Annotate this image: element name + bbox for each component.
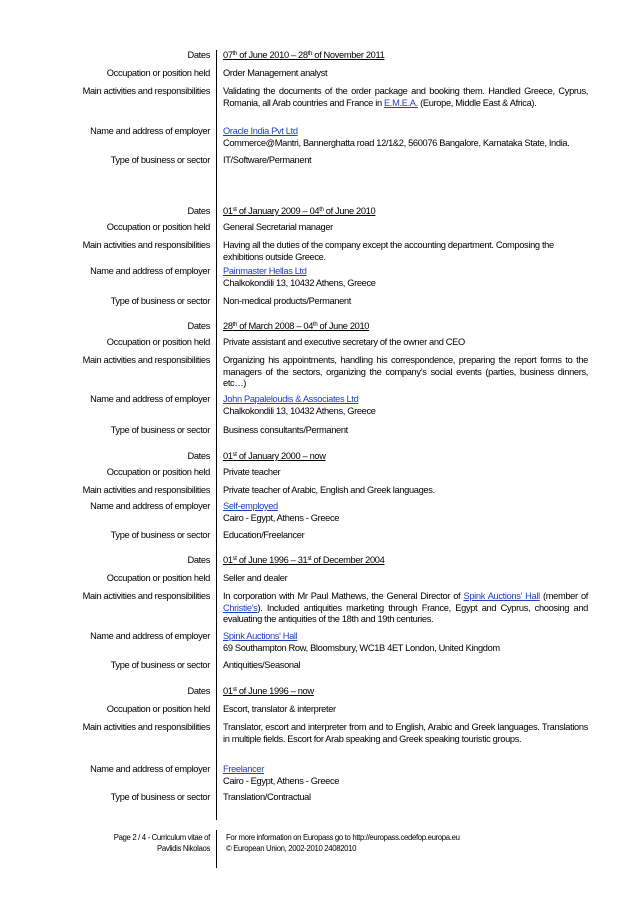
footer-copyright: © European Union, 2002-2010 24082010 — [226, 844, 357, 853]
business-value: Antiquities/Seasonal — [223, 660, 301, 670]
activities-label: Main activities and responsibilities — [82, 485, 210, 495]
employer-label: Name and address of employer — [90, 266, 210, 276]
occupation-value: Order Management analyst — [223, 68, 328, 78]
business-label: Type of business or sector — [110, 530, 210, 540]
entry-dates: 28th of March 2008 – 04th of June 2010 — [223, 321, 370, 331]
column-divider — [216, 50, 217, 820]
employer-value: Painmaster Hellas Ltd Chalkokondili 13, 10432 Athens, Greece — [223, 266, 376, 288]
activities-label: Main activities and responsibilities — [82, 240, 210, 250]
employer-value: Spink Auctions' Hall 69 Southampton Row, Bloomsbury, WC1B 4ET London, United Kingdom — [223, 631, 500, 653]
activities-value: Translator, escort and interpreter from and to English, Arabic and Greek languages. Translations in multiple fields. Escort for Arab speaking and Greek speaking touristic groups. — [223, 722, 588, 744]
activities-label: Main activities and responsibilities — [82, 591, 210, 601]
activities-value: Private teacher of Arabic, English and Greek languages. — [223, 485, 435, 495]
activities-label: Main activities and responsibilities — [82, 86, 210, 96]
occupation-label: Occupation or position held — [106, 68, 210, 78]
entry-dates: 01st of January 2000 – now — [223, 451, 326, 461]
footer-europass-info — [226, 832, 460, 854]
occupation-value: General Secretarial manager — [223, 222, 333, 232]
employer-label: Name and address of employer — [90, 764, 210, 774]
employer-link[interactable]: Self-employed — [223, 501, 278, 511]
activities-value: Having all the duties of the company except the accounting department. Composing the exhibitions outside Greece. — [223, 240, 554, 262]
christies-link[interactable]: Christie's — [223, 602, 258, 613]
employer-link[interactable]: Freelancer — [223, 764, 264, 774]
business-label: Type of business or sector — [110, 425, 210, 435]
business-value: Education/Freelancer — [223, 530, 305, 540]
occupation-label: Occupation or position held — [106, 573, 210, 583]
employer-link[interactable]: Oracle India Pvt Ltd — [223, 126, 298, 136]
footer-divider — [216, 830, 217, 868]
business-value: Non-medical products/Permanent — [223, 296, 351, 306]
footer-europass-link: For more information on Europass go to http://europass.cedefop.europa.eu — [226, 833, 460, 842]
entry-dates: 01st of June 1996 – 31st of December 2004 — [223, 555, 385, 565]
footer-page-info — [114, 832, 210, 854]
occupation-label: Occupation or position held — [106, 337, 210, 347]
activities-label: Main activities and responsibilities — [82, 722, 210, 732]
employer-label: Name and address of employer — [90, 126, 210, 136]
occupation-value: Seller and dealer — [223, 573, 288, 583]
activities-value: Validating the documents of the order package and booking them. Handled Greece, Cyprus, Romania, all Arab countries and France in E.M.E.A. (Europe, Middle East & Africa). — [223, 86, 588, 108]
dates-label: Dates — [187, 321, 210, 331]
employer-label: Name and address of employer — [90, 501, 210, 511]
employer-value: Oracle India Pvt Ltd Commerce@Mantri, Bannerghatta road 12/1&2, 560076 Bangalore, Karnataka State, India. — [223, 126, 570, 148]
footer-owner-name: Pavlidis Nikolaos — [157, 844, 210, 853]
occupation-value: Private teacher — [223, 467, 281, 477]
occupation-label: Occupation or position held — [106, 704, 210, 714]
occupation-label: Occupation or position held — [106, 467, 210, 477]
occupation-value: Private assistant and executive secretary of the owner and CEO — [223, 337, 465, 347]
employer-value: Freelancer Cairo - Egypt, Athens - Greece — [223, 764, 340, 786]
entry-dates: 01st of June 1996 – now — [223, 686, 314, 696]
dates-label: Dates — [187, 451, 210, 461]
employer-link[interactable]: Painmaster Hellas Ltd — [223, 266, 307, 276]
employer-link[interactable]: John Papaleloudis & Associates Ltd — [223, 394, 359, 404]
activities-value: In corporation with Mr Paul Mathews, the General Director of Spink Auctions' Hall (member of Christie's). Included antiquities marketing through France, Egypt and Cyprus, choosing and evaluating the antiquities of the 18th and 19th centuries. — [223, 591, 588, 625]
activities-label: Main activities and responsibilities — [82, 355, 210, 365]
entry-dates: 01st of January 2009 – 04th of June 2010 — [223, 206, 376, 216]
occupation-label: Occupation or position held — [106, 222, 210, 232]
dates-label: Dates — [187, 686, 210, 696]
business-value: IT/Software/Permanent — [223, 155, 312, 165]
dates-label: Dates — [187, 50, 210, 60]
dates-label: Dates — [187, 206, 210, 216]
occupation-value: Escort, translator & interpreter — [223, 704, 336, 714]
business-label: Type of business or sector — [110, 155, 210, 165]
activities-value: Organizing his appointments, handling his correspondence, preparing the report forms to the managers of the sectors, organizing the company’s social events (parties, business dinners, etc…) — [223, 355, 588, 389]
footer-page-number: Page 2 / 4 - Curriculum vitae of — [113, 833, 210, 842]
employer-value: John Papaleloudis & Associates Ltd Chalkokondili 13, 10432 Athens, Greece — [223, 394, 376, 416]
employer-label: Name and address of employer — [90, 394, 210, 404]
dates-label: Dates — [187, 555, 210, 565]
business-label: Type of business or sector — [110, 660, 210, 670]
business-label: Type of business or sector — [110, 296, 210, 306]
business-value: Translation/Contractual — [223, 792, 311, 802]
employer-link[interactable]: Spink Auctions' Hall — [223, 631, 298, 641]
business-value: Business consultants/Permanent — [223, 425, 348, 435]
emea-link[interactable]: E.M.E.A. — [384, 97, 418, 108]
employer-label: Name and address of employer — [90, 631, 210, 641]
business-label: Type of business or sector — [110, 792, 210, 802]
spink-link[interactable]: Spink Auctions' Hall — [463, 591, 540, 601]
employer-value: Self-employed Cairo - Egypt, Athens - Greece — [223, 501, 340, 523]
entry-dates: 07th of June 2010 – 28th of November 2011 — [223, 50, 385, 60]
